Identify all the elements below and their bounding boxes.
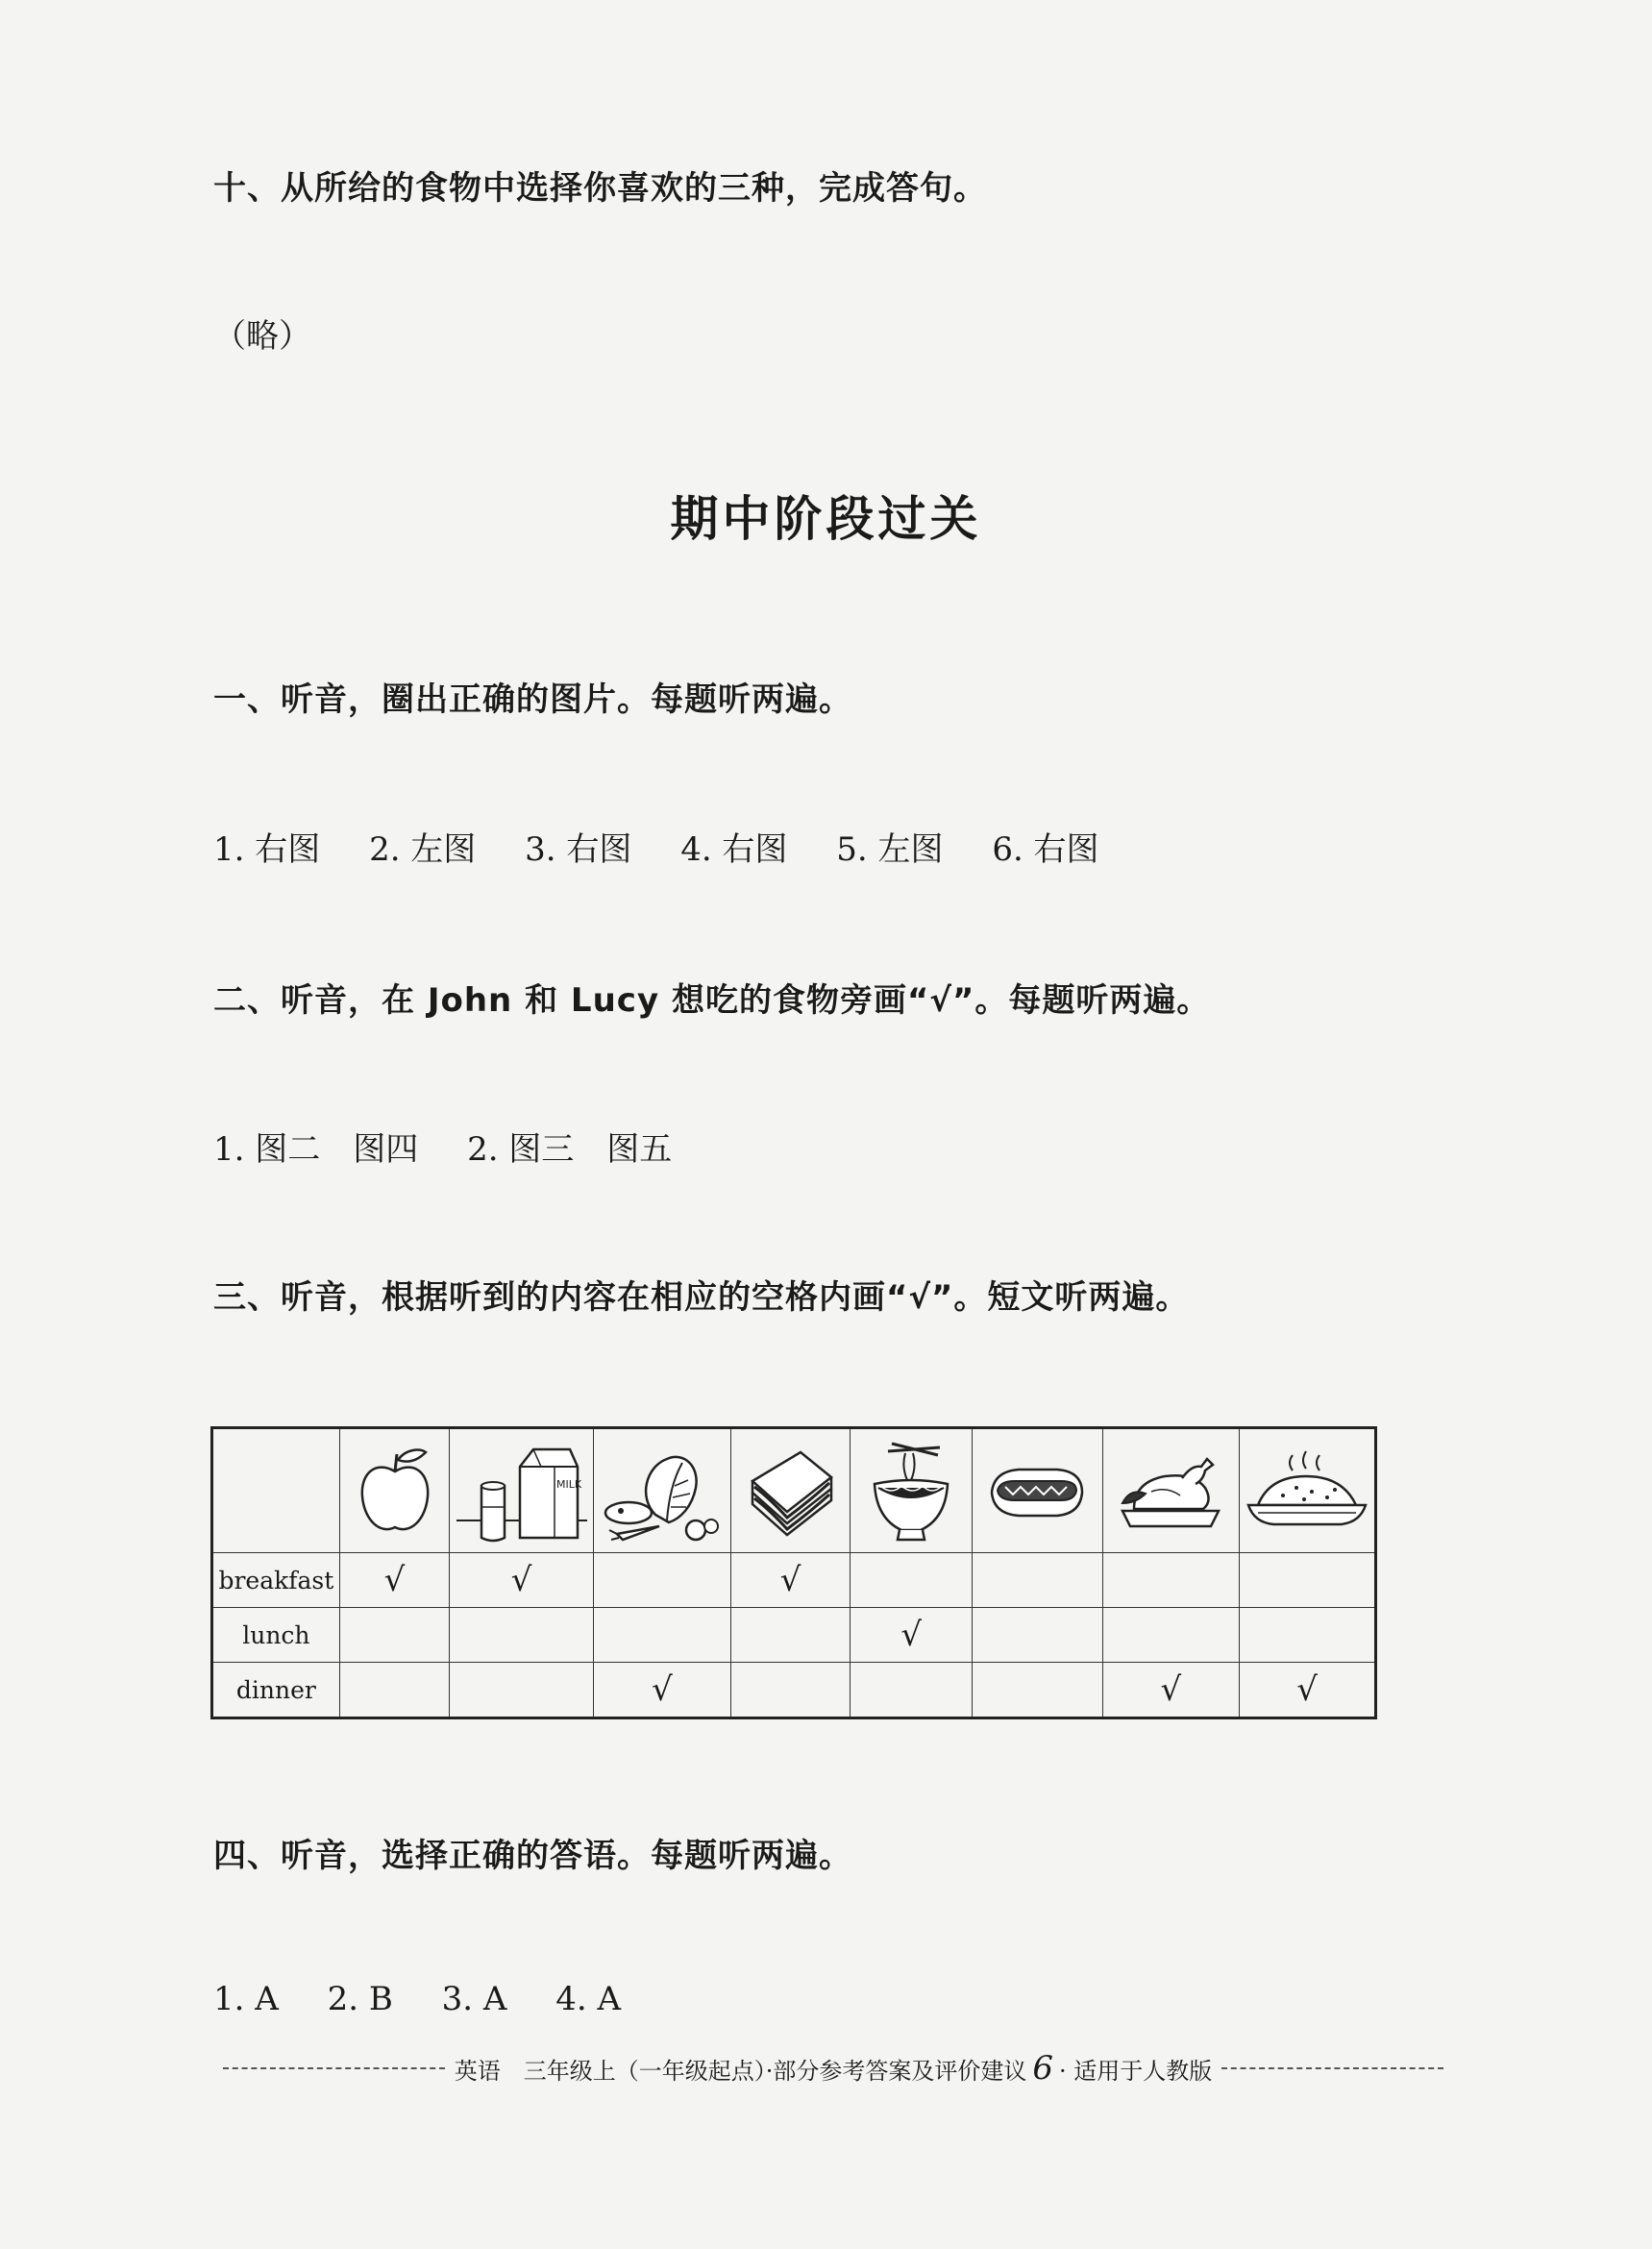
question-4-answers bbox=[213, 1980, 659, 2018]
table-row bbox=[212, 1608, 1376, 1663]
answer-item: 3. A bbox=[441, 1980, 507, 2018]
rice-icon bbox=[1245, 1447, 1369, 1534]
check-mark: √ bbox=[652, 1669, 673, 1709]
answer-item: 2. B bbox=[327, 1980, 393, 2018]
noodles-icon bbox=[863, 1438, 959, 1544]
check-cell bbox=[1240, 1663, 1376, 1718]
question-1-answers bbox=[213, 823, 1138, 870]
food-cell bbox=[1102, 1428, 1240, 1553]
chicken-icon bbox=[1113, 1447, 1228, 1534]
footer-divider bbox=[223, 2067, 445, 2069]
check-cell bbox=[450, 1608, 594, 1663]
check-cell bbox=[1102, 1663, 1240, 1718]
footer-edition: · 适用于人教版 bbox=[1059, 2057, 1213, 2085]
check-cell bbox=[730, 1663, 851, 1718]
footer-book-info: 英语 三年级上（一年级起点）·部分参考答案及评价建议 bbox=[454, 2057, 1027, 2085]
apple-icon bbox=[357, 1443, 433, 1539]
page-title: 期中阶段过关 bbox=[670, 491, 982, 547]
page-number: 6 bbox=[1032, 2049, 1054, 2088]
food-picture-row bbox=[212, 1428, 1376, 1553]
check-mark: √ bbox=[779, 1560, 801, 1599]
question-2-heading: 二、听音，在 John 和 Lucy 想吃的食物旁画“√”。每题听两遍。 bbox=[213, 981, 1211, 1020]
meal-table bbox=[210, 1426, 1377, 1719]
page-footer bbox=[213, 2049, 1453, 2088]
food-cell bbox=[450, 1428, 594, 1553]
question-2-answers bbox=[213, 1123, 710, 1170]
check-mark: √ bbox=[510, 1560, 532, 1599]
check-mark: √ bbox=[900, 1615, 923, 1654]
check-cell bbox=[1240, 1553, 1376, 1608]
check-cell bbox=[972, 1608, 1102, 1663]
check-cell bbox=[594, 1608, 731, 1663]
check-cell bbox=[851, 1553, 973, 1608]
check-mark: √ bbox=[383, 1560, 406, 1599]
check-cell bbox=[972, 1553, 1102, 1608]
check-cell bbox=[339, 1553, 449, 1608]
check-cell bbox=[851, 1663, 973, 1718]
table-row bbox=[212, 1553, 1376, 1608]
row-label: lunch bbox=[212, 1608, 340, 1663]
check-cell bbox=[1240, 1608, 1376, 1663]
check-cell bbox=[730, 1553, 851, 1608]
sandwich-icon bbox=[743, 1443, 839, 1539]
check-cell bbox=[1102, 1553, 1240, 1608]
check-cell bbox=[851, 1608, 973, 1663]
check-mark: √ bbox=[1296, 1669, 1318, 1709]
section-10-heading: 十、从所给的食物中选择你喜欢的三种，完成答句。 bbox=[213, 169, 987, 208]
food-cell bbox=[730, 1428, 851, 1553]
question-4-heading: 四、听音，选择正确的答语。每题听两遍。 bbox=[213, 1837, 852, 1875]
corner-cell bbox=[212, 1428, 340, 1553]
answer-item: 4. A bbox=[555, 1980, 622, 2018]
check-cell bbox=[972, 1663, 1102, 1718]
check-cell bbox=[450, 1663, 594, 1718]
answer-item: 2. 图三 图五 bbox=[467, 1130, 673, 1169]
food-cell bbox=[972, 1428, 1102, 1553]
question-1-heading: 一、听音，圈出正确的图片。每题听两遍。 bbox=[213, 680, 852, 719]
food-cell bbox=[851, 1428, 973, 1553]
answer-item: 1. 图二 图四 bbox=[213, 1130, 419, 1169]
check-mark: √ bbox=[1160, 1669, 1182, 1709]
check-cell bbox=[1102, 1608, 1240, 1663]
vegetables-icon bbox=[600, 1438, 725, 1544]
answer-item: 1. 右图 bbox=[213, 830, 321, 869]
row-label: breakfast bbox=[212, 1553, 340, 1608]
check-cell bbox=[339, 1663, 449, 1718]
check-cell bbox=[594, 1663, 731, 1718]
section-10-answer: （略） bbox=[213, 317, 311, 356]
answer-item: 4. 右图 bbox=[680, 830, 788, 869]
hot-dog-icon bbox=[984, 1452, 1090, 1529]
answer-item: 2. 左图 bbox=[369, 830, 477, 869]
answer-item: 1. A bbox=[213, 1980, 279, 2018]
table-row bbox=[212, 1663, 1376, 1718]
check-cell bbox=[339, 1608, 449, 1663]
row-label: dinner bbox=[212, 1663, 340, 1718]
food-cell bbox=[339, 1428, 449, 1553]
question-3-heading: 三、听音，根据听到的内容在相应的空格内画“√”。短文听两遍。 bbox=[213, 1278, 1190, 1317]
food-cell bbox=[1240, 1428, 1376, 1553]
check-cell bbox=[730, 1608, 851, 1663]
answer-item: 3. 右图 bbox=[525, 830, 632, 869]
check-cell bbox=[450, 1553, 594, 1608]
milk-carton-label: MILK bbox=[555, 1478, 581, 1491]
answer-item: 6. 右图 bbox=[992, 830, 1099, 869]
answer-item: 5. 左图 bbox=[836, 830, 944, 869]
footer-divider bbox=[1221, 2067, 1443, 2069]
check-cell bbox=[594, 1553, 731, 1608]
food-cell bbox=[594, 1428, 731, 1553]
milk-icon bbox=[455, 1438, 589, 1544]
